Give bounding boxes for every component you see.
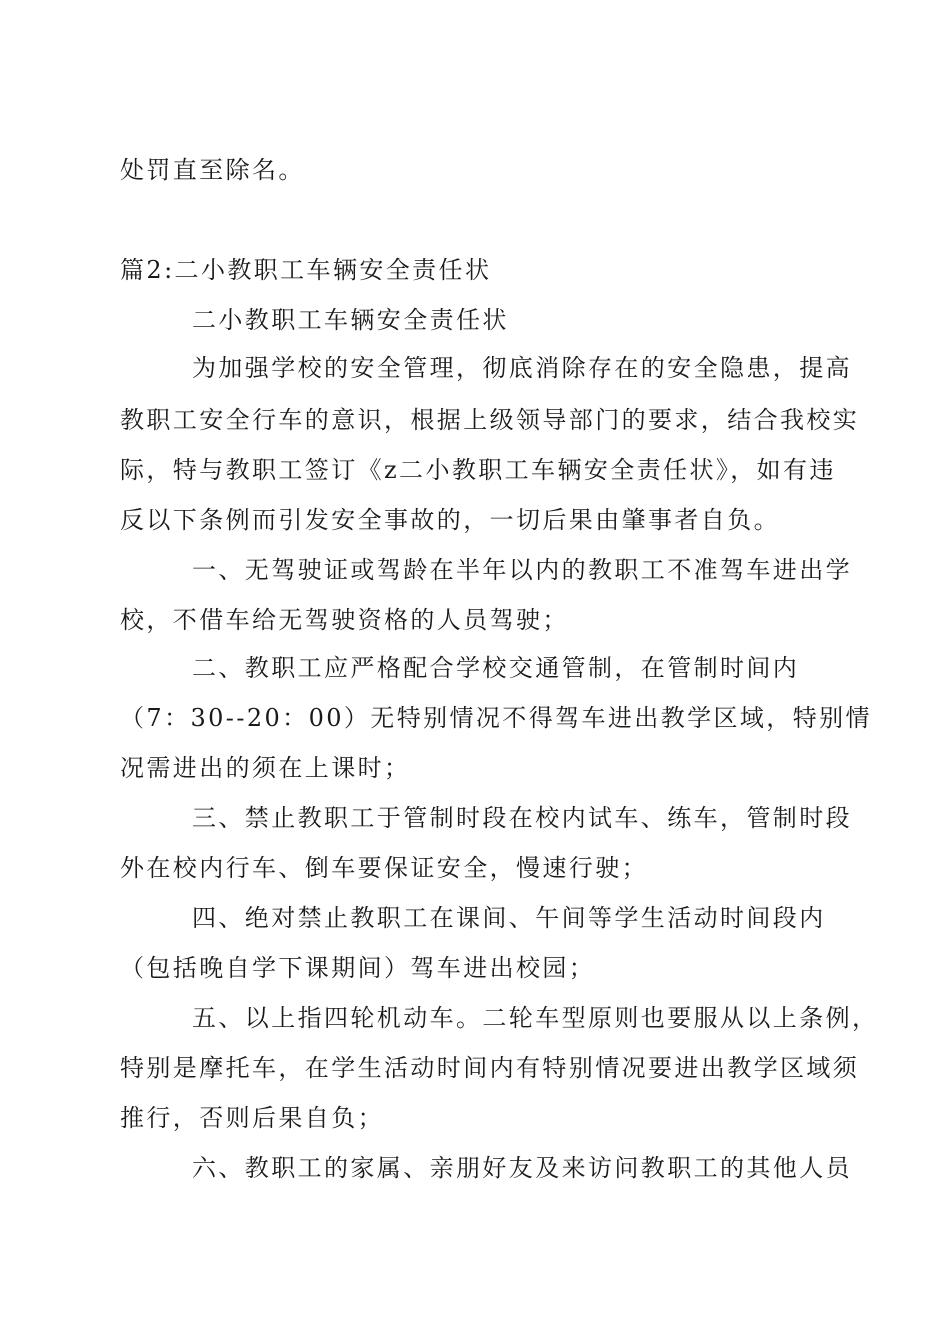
paragraph-line: 教职工安全行车的意识，根据上级领导部门的要求，结合我校实 bbox=[120, 406, 860, 434]
paragraph-line: 外在校内行车、倒车要保证安全，慢速行驶； bbox=[120, 854, 648, 882]
paragraph-line: 特别是摩托车，在学生活动时间内有特别情况要进出教学区域须 bbox=[120, 1054, 860, 1082]
paragraph-line: 况需进出的须在上课时； bbox=[120, 754, 411, 782]
paragraph-line: 五、以上指四轮机动车。二轮车型原则也要服从以上条例， bbox=[192, 1004, 879, 1032]
paragraph-line: （7：30--20：00）无特别情况不得驾车进出教学区域，特别情 bbox=[120, 704, 872, 732]
paragraph-line: 际，特与教职工签订《z二小教职工车辆安全责任状》，如有违 bbox=[120, 456, 836, 484]
paragraph-line: 反以下条例而引发安全事故的，一切后果由肇事者自负。 bbox=[120, 506, 780, 534]
previous-section-ending: 处罚直至除名。 bbox=[120, 156, 305, 184]
paragraph-line: 六、教职工的家属、亲朋好友及来访问教职工的其他人员 bbox=[192, 1154, 852, 1182]
document-title: 二小教职工车辆安全责任状 bbox=[192, 306, 509, 334]
paragraph-line: 校，不借车给无驾驶资格的人员驾驶； bbox=[120, 606, 569, 634]
paragraph-line: 推行，否则后果自负； bbox=[120, 1104, 384, 1132]
section-heading: 篇2:二小教职工车辆安全责任状 bbox=[120, 256, 492, 284]
paragraph-line: 为加强学校的安全管理，彻底消除存在的安全隐患，提高 bbox=[192, 354, 852, 382]
paragraph-line: （包括晚自学下课期间）驾车进出校园； bbox=[120, 954, 596, 982]
paragraph-line: 一、无驾驶证或驾龄在半年以内的教职工不准驾车进出学 bbox=[192, 556, 852, 584]
paragraph-line: 三、禁止教职工于管制时段在校内试车、练车，管制时段 bbox=[192, 804, 852, 832]
paragraph-line: 四、绝对禁止教职工在课间、午间等学生活动时间段内 bbox=[192, 904, 826, 932]
paragraph-line: 二、教职工应严格配合学校交通管制，在管制时间内 bbox=[192, 654, 800, 682]
